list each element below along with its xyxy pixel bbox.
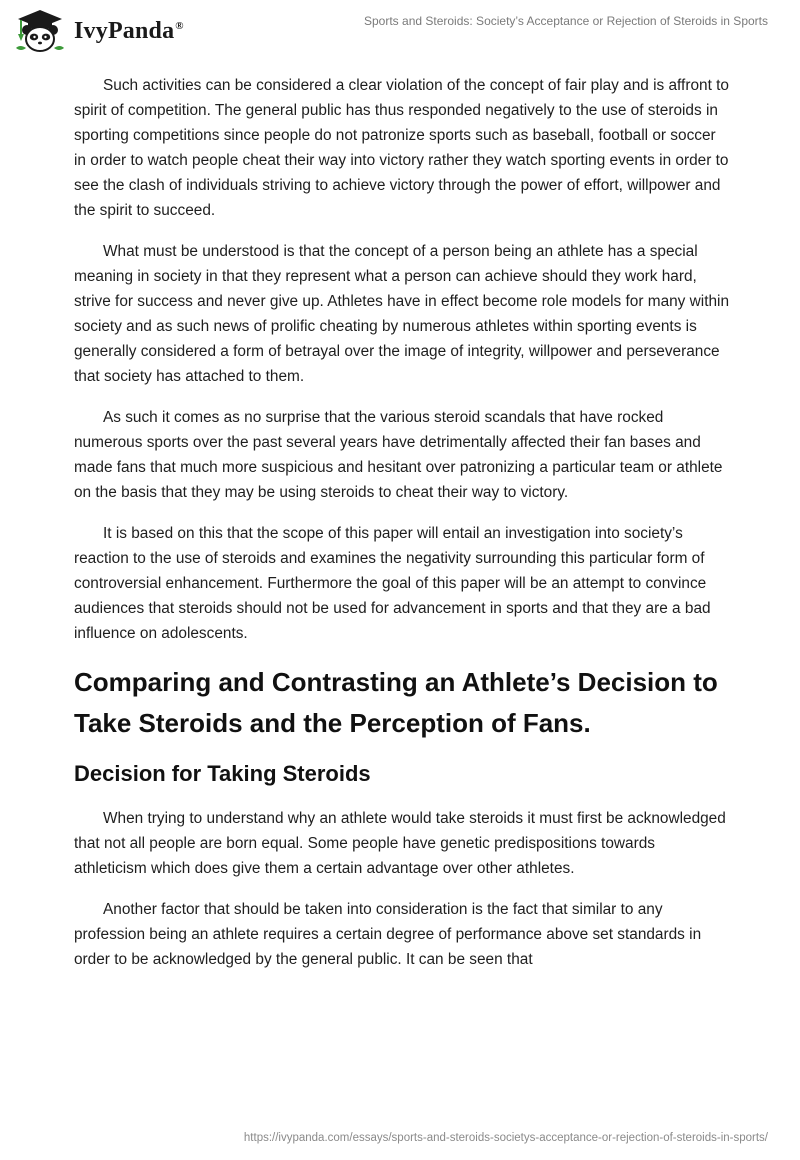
subsection-heading: Decision for Taking Steroids — [74, 761, 371, 786]
article-body — [74, 73, 730, 988]
source-url[interactable]: https://ivypanda.com/essays/sports-and-steroids-societys-acceptance-or-rejection-of-steroids-in-sports/ — [243, 1132, 768, 1144]
section-heading: Comparing and Contrasting an Athlete’s Decision to Take Steroids and the Perception of Fans. — [74, 667, 718, 738]
page-header-title: Sports and Steroids: Society’s Acceptance or Rejection of Steroids in Sports — [364, 14, 768, 28]
paragraph: When trying to understand why an athlete would take steroids it must first be acknowledged that not all people are born equal. Some people have genetic predispositions towards athleticism which does give them a certain advantage over other athletes. — [74, 810, 726, 877]
paragraph: What must be understood is that the concept of a person being an athlete has a special meaning in society in that they represent what a person can achieve should they work hard, strive for success and never give up. Athletes have in effect become role models for many within society and as such news of prolific cheating by numerous athletes within sporting events is generally considered a form of betrayal over the image of integrity, willpower and perseverance that society has attached to them. — [74, 243, 730, 385]
ivypanda-logo[interactable] — [14, 8, 184, 54]
panda-graduate-icon — [14, 8, 66, 54]
paragraph: It is based on this that the scope of this paper will entail an investigation into society’s reaction to the use of steroids and examines the negativity surrounding this particular form of controversial enhancement. Furthermore the goal of this paper will be an attempt to convince audiences that steroids should not be used for advancement in sports and that they are a bad influence on adolescents. — [74, 525, 711, 642]
trademark-symbol: ® — [175, 19, 184, 32]
paragraph: As such it comes as no surprise that the various steroid scandals that have rocked numerous sports over the past several years have detrimentally affected their fan bases and made fans that much more suspicious and hesitant over patronizing a particular team or athlete on the basis that they may be using steroids to cheat their way to victory. — [74, 409, 723, 501]
page-header — [0, 0, 800, 60]
paragraph: Such activities can be considered a clear violation of the concept of fair play and is affront to spirit of competition. The general public has thus responded negatively to the use of steroids in sporting competitions since people do not patronize sports such as baseball, football or soccer in order to watch people cheat their way into victory rather they watch sporting events in order to see the clash of individuals striving to achieve victory through the power of effort, willpower and the spirit to succeed. — [74, 77, 729, 219]
logo-wordmark: IvyPanda® — [74, 17, 184, 44]
paragraph: Another factor that should be taken into consideration is the fact that similar to any profession being an athlete requires a certain degree of performance above set standards in order to be acknowledged by the general public. It can be seen that — [74, 901, 702, 968]
